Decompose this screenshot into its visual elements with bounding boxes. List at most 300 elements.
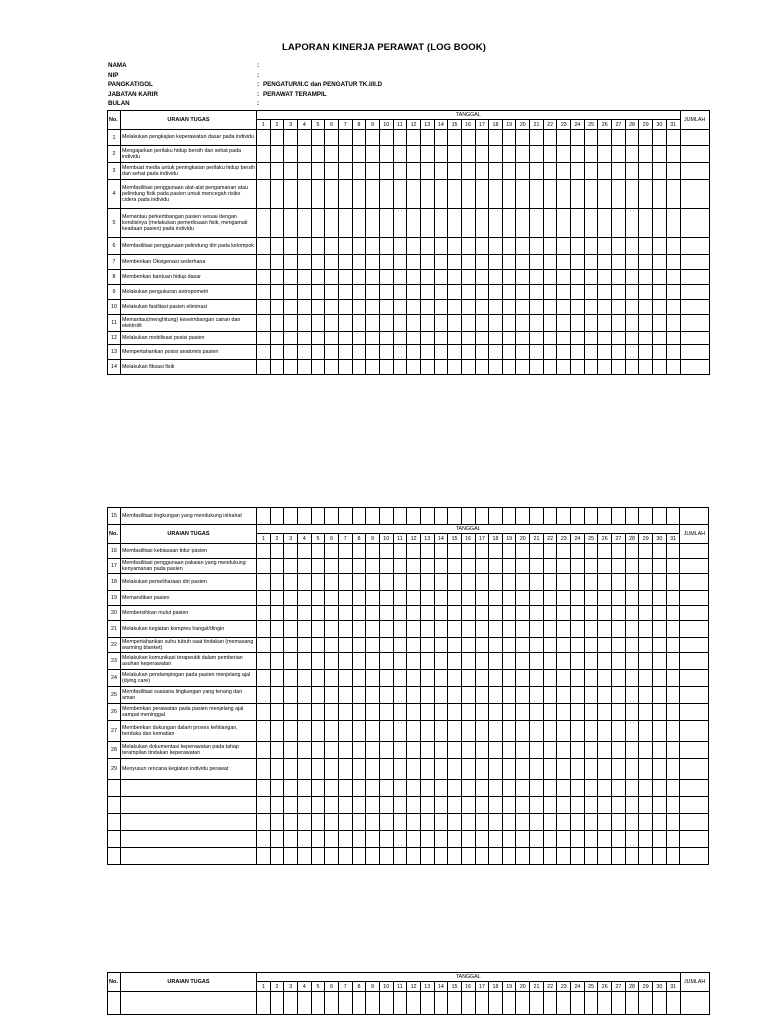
day-cell (352, 721, 366, 742)
day-cell (325, 315, 339, 332)
day-cell (448, 721, 462, 742)
day-cell (338, 687, 352, 704)
info-separator: : (257, 90, 260, 98)
day-cell (584, 848, 598, 865)
day-cell (257, 653, 271, 670)
day-cell (284, 300, 298, 315)
day-cell (653, 285, 667, 300)
day-cell (557, 721, 571, 742)
day-cell (297, 163, 311, 180)
day-cell (284, 742, 298, 759)
total-cell (680, 508, 709, 525)
day-cell (448, 780, 462, 797)
day-cell (639, 315, 653, 332)
day-cell (489, 255, 503, 270)
day-cell (543, 238, 557, 255)
day-cell (379, 315, 393, 332)
header-day: 22 (543, 120, 557, 130)
day-cell (461, 742, 475, 759)
day-cell (352, 992, 366, 1015)
info-separator: : (257, 100, 260, 107)
day-cell (325, 797, 339, 814)
header-day: 6 (325, 534, 339, 544)
day-cell (639, 814, 653, 831)
day-cell (530, 780, 544, 797)
day-cell (625, 508, 639, 525)
day-cell (639, 285, 653, 300)
day-cell (612, 345, 626, 360)
day-cell (352, 621, 366, 638)
day-cell (297, 687, 311, 704)
day-cell (325, 848, 339, 865)
day-cell (489, 285, 503, 300)
day-cell (420, 146, 434, 163)
header-day: 28 (625, 120, 639, 130)
day-cell (612, 209, 626, 238)
day-cell (612, 180, 626, 209)
day-cell (325, 831, 339, 848)
day-cell (666, 238, 680, 255)
header-day: 4 (297, 120, 311, 130)
day-cell (612, 621, 626, 638)
day-cell (530, 360, 544, 375)
day-cell (625, 300, 639, 315)
header-day: 26 (598, 534, 612, 544)
info-row (108, 99, 668, 109)
task-description (121, 848, 257, 865)
day-cell (434, 255, 448, 270)
day-cell (516, 670, 530, 687)
day-cell (325, 814, 339, 831)
day-cell (598, 163, 612, 180)
day-cell (270, 300, 284, 315)
day-cell (311, 180, 325, 209)
day-cell (625, 255, 639, 270)
day-cell (584, 621, 598, 638)
header-day: 5 (311, 534, 325, 544)
day-cell (407, 704, 421, 721)
table-row (108, 992, 710, 1015)
day-cell (516, 345, 530, 360)
day-cell (584, 814, 598, 831)
day-cell (666, 508, 680, 525)
task-description: Memberikan dukungan dalam proses kehilangan, berduka dan kematian (121, 721, 257, 742)
day-cell (584, 163, 598, 180)
day-cell (653, 780, 667, 797)
day-cell (666, 992, 680, 1015)
day-cell (297, 300, 311, 315)
task-description: Membersihkan mulut pasien (121, 606, 257, 621)
total-cell (680, 591, 709, 606)
day-cell (530, 163, 544, 180)
day-cell (557, 146, 571, 163)
day-cell (338, 780, 352, 797)
day-cell (366, 315, 380, 332)
day-cell (543, 332, 557, 345)
day-cell (352, 285, 366, 300)
day-cell (420, 209, 434, 238)
day-cell (543, 146, 557, 163)
total-cell (680, 345, 709, 360)
total-cell (680, 360, 709, 375)
day-cell (379, 508, 393, 525)
day-cell (257, 146, 271, 163)
day-cell (625, 759, 639, 780)
day-cell (625, 687, 639, 704)
day-cell (516, 992, 530, 1015)
day-cell (393, 238, 407, 255)
day-cell (584, 238, 598, 255)
total-cell (680, 270, 709, 285)
day-cell (612, 742, 626, 759)
header-day: 8 (352, 534, 366, 544)
day-cell (530, 559, 544, 574)
day-cell (666, 270, 680, 285)
day-cell (325, 209, 339, 238)
row-number: 12 (108, 332, 121, 345)
day-cell (420, 780, 434, 797)
day-cell (612, 544, 626, 559)
day-cell (475, 653, 489, 670)
day-cell (461, 146, 475, 163)
day-cell (257, 742, 271, 759)
day-cell (297, 814, 311, 831)
day-cell (393, 360, 407, 375)
day-cell (257, 721, 271, 742)
day-cell (284, 687, 298, 704)
day-cell (571, 814, 585, 831)
day-cell (475, 300, 489, 315)
day-cell (420, 638, 434, 653)
day-cell (338, 544, 352, 559)
day-cell (297, 848, 311, 865)
day-cell (543, 559, 557, 574)
day-cell (666, 638, 680, 653)
header-day: 13 (420, 982, 434, 992)
day-cell (448, 606, 462, 621)
row-number: 9 (108, 285, 121, 300)
day-cell (543, 742, 557, 759)
day-cell (284, 508, 298, 525)
day-cell (625, 721, 639, 742)
header-day: 31 (666, 534, 680, 544)
day-cell (612, 360, 626, 375)
day-cell (584, 759, 598, 780)
day-cell (612, 759, 626, 780)
day-cell (461, 508, 475, 525)
day-cell (461, 653, 475, 670)
day-cell (557, 704, 571, 721)
day-cell (584, 704, 598, 721)
header-day: 1 (257, 982, 271, 992)
task-description: Memfasilitasi lingkungan yang mendukung istirahat (121, 508, 257, 525)
day-cell (407, 238, 421, 255)
day-cell (338, 721, 352, 742)
day-cell (284, 848, 298, 865)
day-cell (516, 797, 530, 814)
day-cell (502, 780, 516, 797)
table-row (108, 180, 710, 209)
row-number: 21 (108, 621, 121, 638)
day-cell (366, 130, 380, 146)
day-cell (284, 704, 298, 721)
day-cell (571, 360, 585, 375)
day-cell (379, 130, 393, 146)
day-cell (366, 670, 380, 687)
day-cell (557, 559, 571, 574)
day-cell (352, 360, 366, 375)
day-cell (571, 285, 585, 300)
day-cell (530, 606, 544, 621)
day-cell (270, 742, 284, 759)
day-cell (543, 255, 557, 270)
row-number: 17 (108, 559, 121, 574)
day-cell (297, 332, 311, 345)
day-cell (584, 345, 598, 360)
day-cell (571, 130, 585, 146)
day-cell (475, 345, 489, 360)
day-cell (489, 759, 503, 780)
day-cell (257, 606, 271, 621)
day-cell (557, 300, 571, 315)
day-cell (653, 670, 667, 687)
header-day: 21 (530, 120, 544, 130)
day-cell (284, 180, 298, 209)
day-cell (284, 992, 298, 1015)
day-cell (338, 163, 352, 180)
day-cell (257, 270, 271, 285)
day-cell (461, 544, 475, 559)
day-cell (543, 130, 557, 146)
day-cell (407, 559, 421, 574)
day-cell (393, 591, 407, 606)
day-cell (407, 130, 421, 146)
day-cell (489, 544, 503, 559)
day-cell (284, 606, 298, 621)
day-cell (502, 270, 516, 285)
day-cell (516, 255, 530, 270)
day-cell (270, 780, 284, 797)
day-cell (325, 332, 339, 345)
day-cell (420, 332, 434, 345)
day-cell (270, 992, 284, 1015)
day-cell (366, 345, 380, 360)
day-cell (407, 814, 421, 831)
header-day: 25 (584, 534, 598, 544)
day-cell (325, 704, 339, 721)
day-cell (325, 360, 339, 375)
task-description: Memfasilitasi penggunaan pelindung diri pada kelompok (121, 238, 257, 255)
header-day: 1 (257, 120, 271, 130)
day-cell (502, 255, 516, 270)
day-cell (461, 797, 475, 814)
day-cell (666, 285, 680, 300)
day-cell (612, 591, 626, 606)
day-cell (325, 653, 339, 670)
header-day: 17 (475, 120, 489, 130)
day-cell (448, 300, 462, 315)
day-cell (666, 831, 680, 848)
day-cell (516, 721, 530, 742)
day-cell (666, 653, 680, 670)
day-cell (571, 209, 585, 238)
day-cell (393, 814, 407, 831)
table-row (108, 759, 709, 780)
day-cell (639, 759, 653, 780)
day-cell (352, 704, 366, 721)
day-cell (584, 687, 598, 704)
day-cell (379, 255, 393, 270)
day-cell (571, 300, 585, 315)
day-cell (612, 285, 626, 300)
day-cell (489, 345, 503, 360)
day-cell (270, 559, 284, 574)
table-row (108, 831, 709, 848)
day-cell (502, 360, 516, 375)
day-cell (516, 508, 530, 525)
total-cell (680, 315, 709, 332)
day-cell (448, 559, 462, 574)
row-number (108, 814, 121, 831)
day-cell (530, 591, 544, 606)
day-cell (625, 591, 639, 606)
day-cell (530, 574, 544, 591)
row-number: 18 (108, 574, 121, 591)
day-cell (530, 146, 544, 163)
day-cell (393, 209, 407, 238)
day-cell (557, 544, 571, 559)
day-cell (366, 687, 380, 704)
day-cell (379, 670, 393, 687)
row-number (108, 848, 121, 865)
day-cell (571, 797, 585, 814)
row-number: 28 (108, 742, 121, 759)
day-cell (311, 209, 325, 238)
day-cell (571, 574, 585, 591)
day-cell (543, 574, 557, 591)
day-cell (475, 332, 489, 345)
table-row (108, 721, 709, 742)
day-cell (448, 345, 462, 360)
day-cell (420, 653, 434, 670)
day-cell (598, 992, 612, 1015)
day-cell (257, 848, 271, 865)
day-cell (297, 238, 311, 255)
header-day: 8 (352, 982, 366, 992)
day-cell (461, 574, 475, 591)
day-cell (530, 315, 544, 332)
day-cell (257, 360, 271, 375)
day-cell (625, 606, 639, 621)
total-cell (680, 780, 709, 797)
day-cell (598, 653, 612, 670)
day-cell (366, 360, 380, 375)
day-cell (557, 238, 571, 255)
day-cell (571, 638, 585, 653)
header-day: 13 (420, 120, 434, 130)
day-cell (543, 797, 557, 814)
day-cell (653, 146, 667, 163)
day-cell (284, 130, 298, 146)
day-cell (434, 574, 448, 591)
day-cell (352, 180, 366, 209)
total-cell (680, 285, 709, 300)
day-cell (489, 687, 503, 704)
day-cell (270, 163, 284, 180)
info-separator: : (257, 71, 260, 79)
day-cell (557, 508, 571, 525)
total-cell (680, 559, 709, 574)
header-day: 3 (284, 982, 298, 992)
day-cell (557, 285, 571, 300)
day-cell (270, 704, 284, 721)
day-cell (338, 621, 352, 638)
info-label: PANGKAT/GOL (108, 81, 153, 88)
day-cell (407, 270, 421, 285)
day-cell (338, 315, 352, 332)
day-cell (297, 315, 311, 332)
day-cell (366, 544, 380, 559)
info-row (108, 80, 668, 90)
day-cell (257, 559, 271, 574)
day-cell (284, 638, 298, 653)
table-row (108, 591, 709, 606)
day-cell (366, 270, 380, 285)
info-value: PERAWAT TERAMPIL (263, 90, 327, 98)
day-cell (639, 332, 653, 345)
day-cell (297, 180, 311, 209)
day-cell (366, 831, 380, 848)
total-cell (680, 238, 709, 255)
day-cell (516, 704, 530, 721)
day-cell (379, 559, 393, 574)
info-value: PENGATUR/II.C dan PENGATUR TK.I/II.D (263, 81, 383, 88)
day-cell (612, 814, 626, 831)
day-cell (311, 544, 325, 559)
day-cell (297, 670, 311, 687)
day-cell (598, 332, 612, 345)
day-cell (502, 315, 516, 332)
day-cell (448, 285, 462, 300)
day-cell (284, 831, 298, 848)
day-cell (366, 621, 380, 638)
day-cell (666, 780, 680, 797)
day-cell (639, 270, 653, 285)
day-cell (584, 300, 598, 315)
day-cell (257, 780, 271, 797)
day-cell (325, 670, 339, 687)
day-cell (461, 238, 475, 255)
header-day: 2 (270, 982, 284, 992)
day-cell (311, 315, 325, 332)
day-cell (338, 130, 352, 146)
day-cell (639, 591, 653, 606)
task-description: Memfasilitasi kebiasaan tidur pasien (121, 544, 257, 559)
day-cell (625, 130, 639, 146)
header-day: 4 (297, 982, 311, 992)
total-cell (680, 621, 709, 638)
day-cell (530, 848, 544, 865)
day-cell (516, 270, 530, 285)
info-row (108, 71, 668, 81)
day-cell (598, 238, 612, 255)
day-cell (598, 797, 612, 814)
total-cell (680, 670, 709, 687)
header-day: 25 (584, 120, 598, 130)
day-cell (530, 300, 544, 315)
day-cell (270, 130, 284, 146)
table-row (108, 360, 710, 375)
